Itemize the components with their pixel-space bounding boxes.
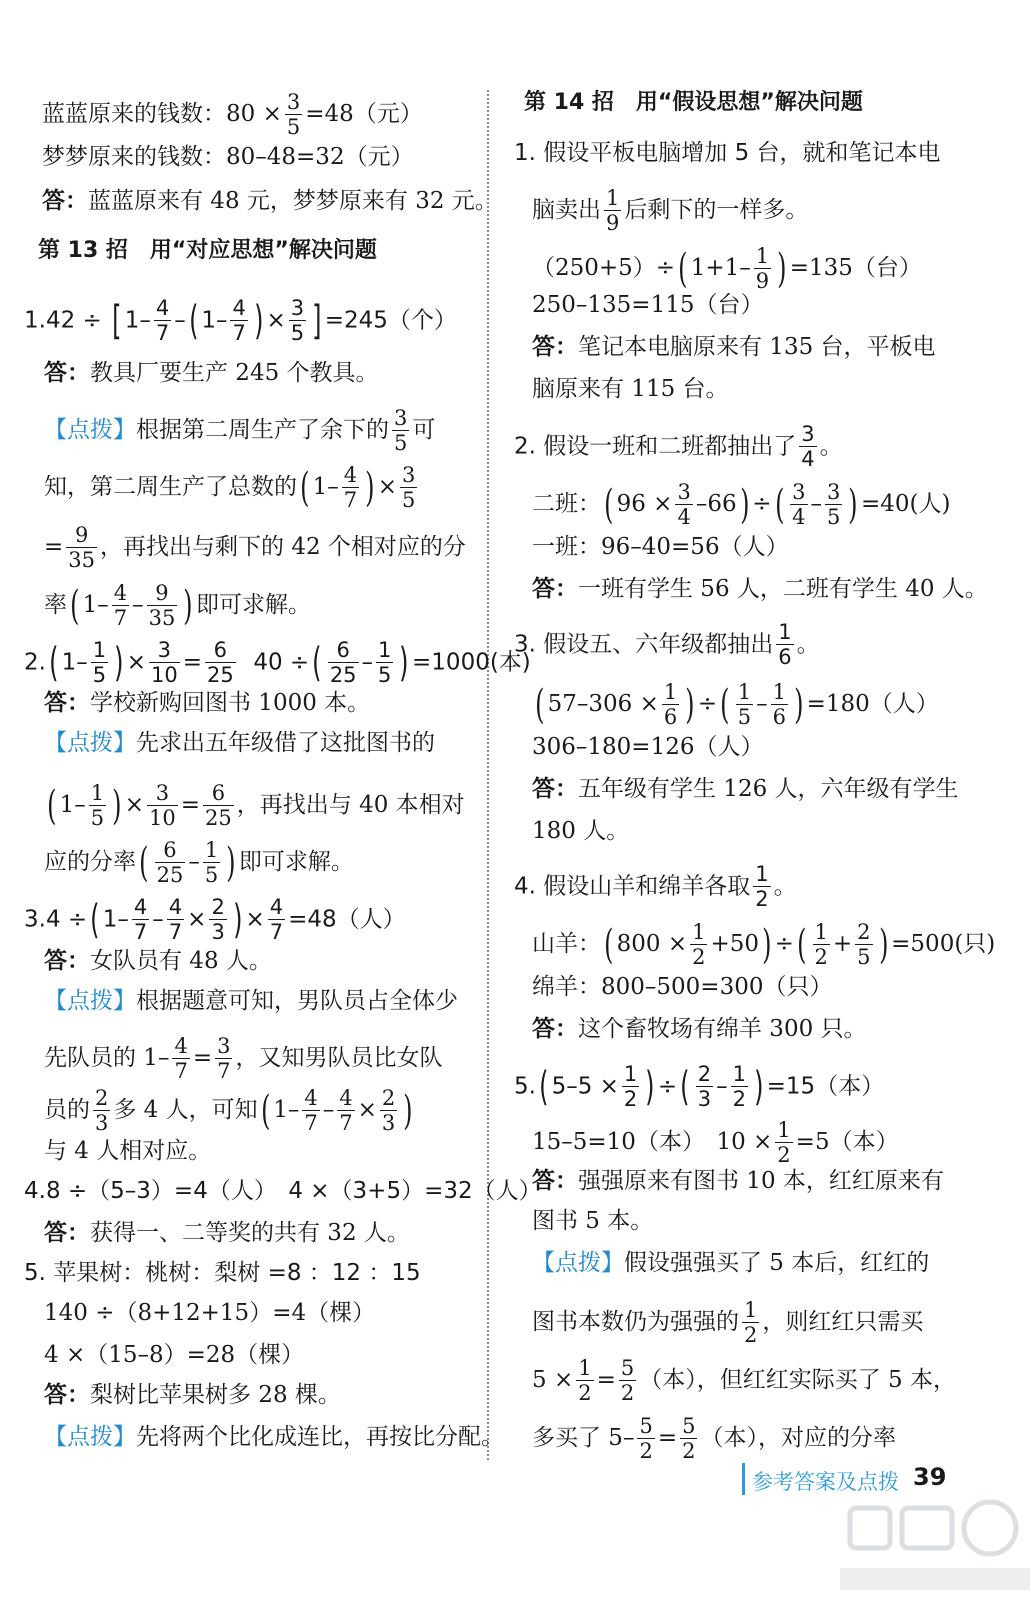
- q4-formula: 4.8 ÷（5–3）=4（人） 4 ×（3+5）=32（人）: [24, 1178, 542, 1204]
- q1-formula: 1.42 ÷ [ 1– $\frac{4}{7}$ –( 1– $\frac{4}{7}$ ) × $\frac{3}{5}$ ] =245（个）: [24, 296, 457, 345]
- tip6-line1: 【点拨】假设强强买了 5 本后，红红的: [532, 1250, 930, 1276]
- r5-step: 15–5=10（本） 10 × $\frac{1}{2}$ =5（本）: [532, 1118, 899, 1167]
- q5-answer: 答：梨树比苹果树多 28 棵。: [44, 1382, 341, 1408]
- tip1-line2: 知，第二周生产了总数的( 1– $\frac{4}{7}$ ) × $\frac{3}{5}$: [44, 463, 416, 512]
- r1-step: 250–135=115（台）: [532, 292, 764, 318]
- tip1-line1: 【点拨】根据第二周生产了余下的 $\frac{3}{5}$ 可: [44, 406, 436, 455]
- tip3-line3: 员的 $\frac{2}{3}$ 多 4 人，可知( 1– $\frac{4}{7}$ – $\frac{4}{7}$ × $\frac{2}{3}$ ): [44, 1086, 413, 1135]
- tip6-line2: 图书本数仍为强强的 $\frac{1}{2}$ ，则红红只需买: [532, 1298, 924, 1347]
- r1-answer-2: 脑原来有 115 台。: [532, 376, 729, 402]
- r4-step: 绵羊：800–500=300（只）: [532, 974, 833, 1000]
- r1-line1: 1. 假设平板电脑增加 5 台，就和笔记本电: [514, 140, 941, 166]
- r1-line2: 脑卖出 $\frac{1}{9}$ 后剩下的一样多。: [532, 186, 809, 235]
- section-14-title: 第 14 招 用“假设思想”解决问题: [524, 90, 863, 115]
- page-number: 39: [913, 1463, 947, 1491]
- q5-step1: 140 ÷（8+12+15）=4（棵）: [44, 1300, 376, 1326]
- tip2-line3: 应的分率( $\frac{6}{25}$ – $\frac{1}{5}$ ) 即可求解。: [44, 838, 354, 887]
- q2-answer: 答：学校新购回图书 1000 本。: [44, 690, 371, 716]
- tip2-line2: ( 1– $\frac{1}{5}$ ) × $\frac{3}{10}$ = $\frac{6}{25}$ ，再找出与 40 本相对: [47, 781, 465, 830]
- r3-formula: ( 57–306 × $\frac{1}{6}$ ) ÷( $\frac{1}{5}$ – $\frac{1}{6}$ ) =180（人）: [535, 680, 939, 729]
- tip6-line4: 多买了 5– $\frac{5}{2}$ = $\frac{5}{2}$ （本），对应的分率: [532, 1414, 896, 1463]
- r5-answer-2: 图书 5 本。: [532, 1208, 654, 1234]
- q3-formula: 3.4 ÷( 1– $\frac{4}{7}$ – $\frac{4}{7}$ × $\frac{2}{3}$ ) × $\frac{4}{7}$ =48（人）: [24, 895, 406, 944]
- r3-line1: 3. 假设五、六年级都抽出 $\frac{1}{6}$ 。: [514, 620, 820, 669]
- q2-formula: 2.( 1– $\frac{1}{5}$ ) × $\frac{3}{10}$ = $\frac{6}{25}$ 40 ÷( $\frac{6}{25}$ – $\frac{1}{5}$ ) =1000(本): [24, 638, 531, 687]
- tip1-line3: = $\frac{9}{35}$ ，再找出与剩下的 42 个相对应的分: [44, 523, 466, 572]
- line-mengmeng: 梦梦原来的钱数：80–48=32（元）: [42, 144, 414, 170]
- column-divider: [487, 90, 489, 1460]
- r1-answer: 答：笔记本电脑原来有 135 台，平板电: [532, 334, 936, 360]
- line-lanlan: 蓝蓝原来的钱数：80 × $\frac{3}{5}$ =48（元）: [42, 90, 423, 139]
- tip3-line4: 与 4 人相对应。: [44, 1138, 212, 1164]
- r5-answer: 答：强强原来有图书 10 本，红红原来有: [532, 1168, 944, 1194]
- q5-step2: 4 ×（15–8）=28（棵）: [44, 1342, 305, 1368]
- r4-answer: 答：这个畜牧场有绵羊 300 只。: [532, 1016, 867, 1042]
- r1-formula: （250+5）÷( 1+1– $\frac{1}{9}$ ) =135（台）: [532, 244, 922, 293]
- q3-answer: 答：女队员有 48 人。: [44, 948, 272, 974]
- q5-ratio: 5. 苹果树：桃树：梨树 =8 ：12 ：15: [24, 1260, 421, 1286]
- r4-line1: 4. 假设山羊和绵羊各取 $\frac{1}{2}$ 。: [514, 862, 797, 911]
- tip5: 【点拨】先将两个比化成连比，再按比分配。: [44, 1424, 504, 1450]
- tip2-line1: 【点拨】先求出五年级借了这批图书的: [44, 730, 435, 756]
- section-13-title: 第 13 招 用“对应思想”解决问题: [38, 238, 377, 263]
- answer-l3: 答：蓝蓝原来有 48 元，梦梦原来有 32 元。: [42, 188, 498, 214]
- r3-answer: 答：五年级有学生 126 人，六年级有学生: [532, 776, 959, 802]
- q1-answer: 答：教具厂要生产 245 个教具。: [44, 360, 379, 386]
- tip1-line4: 率( 1– $\frac{4}{7}$ – $\frac{9}{35}$ ) 即可求解。: [44, 581, 311, 630]
- r2-formula: 二班：( 96 × $\frac{3}{4}$ –66) ÷( $\frac{3}{4}$ – $\frac{3}{5}$ ) =40(人): [532, 480, 951, 529]
- tip3-line1: 【点拨】根据题意可知，男队员占全体少: [44, 988, 458, 1014]
- footer-accent-bar: [742, 1463, 745, 1495]
- tip6-line3: 5 × $\frac{1}{2}$ = $\frac{5}{2}$ （本），但红红实际买了 5 本，: [532, 1356, 957, 1405]
- watermark-logo-icon: [840, 1490, 1030, 1595]
- footer-label: 参考答案及点拨: [752, 1470, 899, 1494]
- r2-line1: 2. 假设一班和二班都抽出了 $\frac{3}{4}$ 。: [514, 422, 843, 471]
- tip3-line2: 先队员的 1– $\frac{4}{7}$ = $\frac{3}{7}$ ，又知男队员比女队: [44, 1034, 443, 1083]
- r4-formula: 山羊：( 800 × $\frac{1}{2}$ +50) ÷( $\frac{1}{2}$ + $\frac{2}{5}$ ) =500(只): [532, 920, 996, 969]
- r5-formula: 5.( 5–5 × $\frac{1}{2}$ ) ÷( $\frac{2}{3}$ – $\frac{1}{2}$ ) =15（本）: [514, 1062, 885, 1111]
- r2-step: 一班：96–40=56（人）: [532, 534, 789, 560]
- r3-answer-2: 180 人。: [532, 818, 630, 844]
- r2-answer: 答：一班有学生 56 人，二班有学生 40 人。: [532, 576, 988, 602]
- q4-answer: 答：获得一、二等奖的共有 32 人。: [44, 1220, 410, 1246]
- r3-step: 306–180=126（人）: [532, 734, 764, 760]
